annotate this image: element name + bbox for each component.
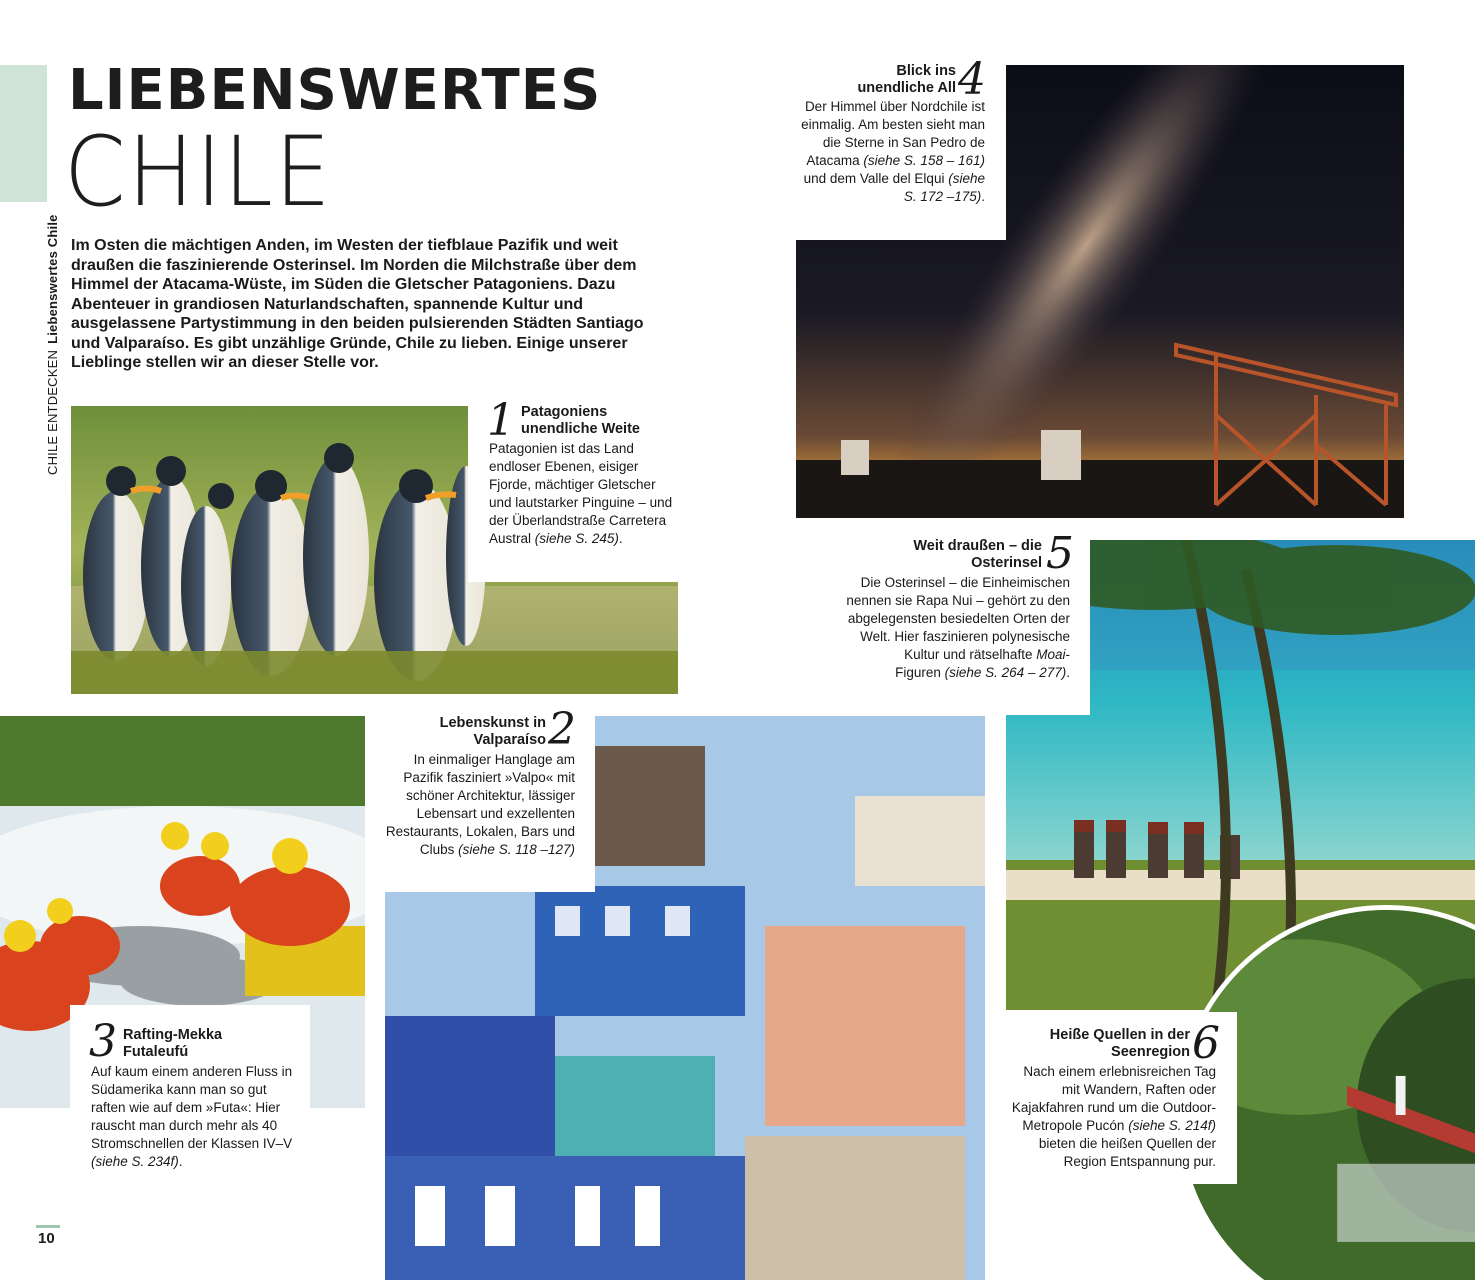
highlight-heading-4: Blick ins unendliche All: [857, 63, 956, 96]
highlight-text-1: Patagonien ist das Land endloser Ebenen, eisiger Fjorde, mächtiger Gletscher und lautstarker Pinguine – und der Überlandstraße Carretera Austral (siehe S. 245).: [489, 441, 673, 546]
highlight-number-6: 6: [1192, 1018, 1220, 1069]
chapter-label: Liebenswertes Chile: [45, 214, 60, 344]
highlight-text-4: Der Himmel über Nordchile ist einmalig. Am besten sieht man die Sterne in San Pedro de Atacama (siehe S. 158 – 161) und dem Valle del Elqui (siehe S. 172 –175).: [801, 99, 985, 204]
highlight-number-5: 5: [1046, 528, 1074, 579]
page-title-line1: LIEBENSWERTES: [68, 58, 602, 123]
highlight-heading-3: Rafting-Mekka Futaleufú: [123, 1027, 223, 1060]
highlight-text-3: Auf kaum einem anderen Fluss in Südamerika kann man so gut raften wie auf dem »Futa«: Hier rauscht man durch mehr als 40 Stromschnellen der Klassen IV–V (siehe S. 234f).: [91, 1064, 293, 1169]
highlight-heading-1: Patagoniens unendliche Weite: [521, 404, 640, 437]
highlight-number-3: 3: [89, 1016, 117, 1067]
highlight-heading-5: Weit draußen – die Osterinsel: [913, 538, 1042, 571]
highlight-number-1: 1: [487, 395, 515, 446]
section-color-tab: [0, 65, 47, 202]
page-number: 10: [38, 1230, 55, 1247]
page-title-line2: CHILE: [64, 116, 333, 228]
page-number-accent: [36, 1225, 60, 1228]
section-label: CHILE ENTDECKEN: [45, 349, 60, 475]
highlight-heading-6: Heiße Quellen in der Seenregion: [1049, 1027, 1190, 1060]
highlight-number-4: 4: [958, 54, 986, 105]
highlight-text-5: Die Osterinsel – die Einheimischen nennen sie Rapa Nui – gehört zu den abgelegensten besiedelten Orten der Welt. Hier faszinieren polynesische Kultur und rätselhafte Moai- Figuren (siehe S. 264 – 277).: [846, 575, 1070, 680]
intro-paragraph: Im Osten die mächtigen Anden, im Westen der tiefblaue Pazifik und weit draußen die faszinierende Osterinsel. Im Norden die Milchstraße über dem Himmel der Atacama-Wüste, im Süden die Gletscher Patagoniens. Dazu Abenteuer in grandiosen Naturlandschaften, spannende Kultur und ausgelassene Partystimmung in den beiden pulsierenden Städten Santiago und Valparaíso. Es gibt unzählige Gründe, Chile zu lieben. Einige unserer Lieblinge stellen wir an dieser Stelle vor.: [71, 237, 644, 371]
running-header: [46, 214, 60, 475]
highlight-text-2: In einmaliger Hanglage am Pazifik fasziniert »Valpo« mit schöner Architektur, lässiger Lebensart und exzellenten Restaurants, Lokalen, Bars und Clubs (siehe S. 118 –127): [385, 752, 575, 857]
highlight-text-6: Nach einem erlebnisreichen Tag mit Wandern, Raften oder Kajakfahren rund um die Outdoor-Metropole Pucón (siehe S. 214f) bieten die heißen Quellen der Region Entspannung pur.: [1011, 1064, 1216, 1169]
highlight-heading-2: Lebenskunst in Valparaíso: [439, 715, 546, 748]
highlight-number-2: 2: [548, 704, 576, 755]
